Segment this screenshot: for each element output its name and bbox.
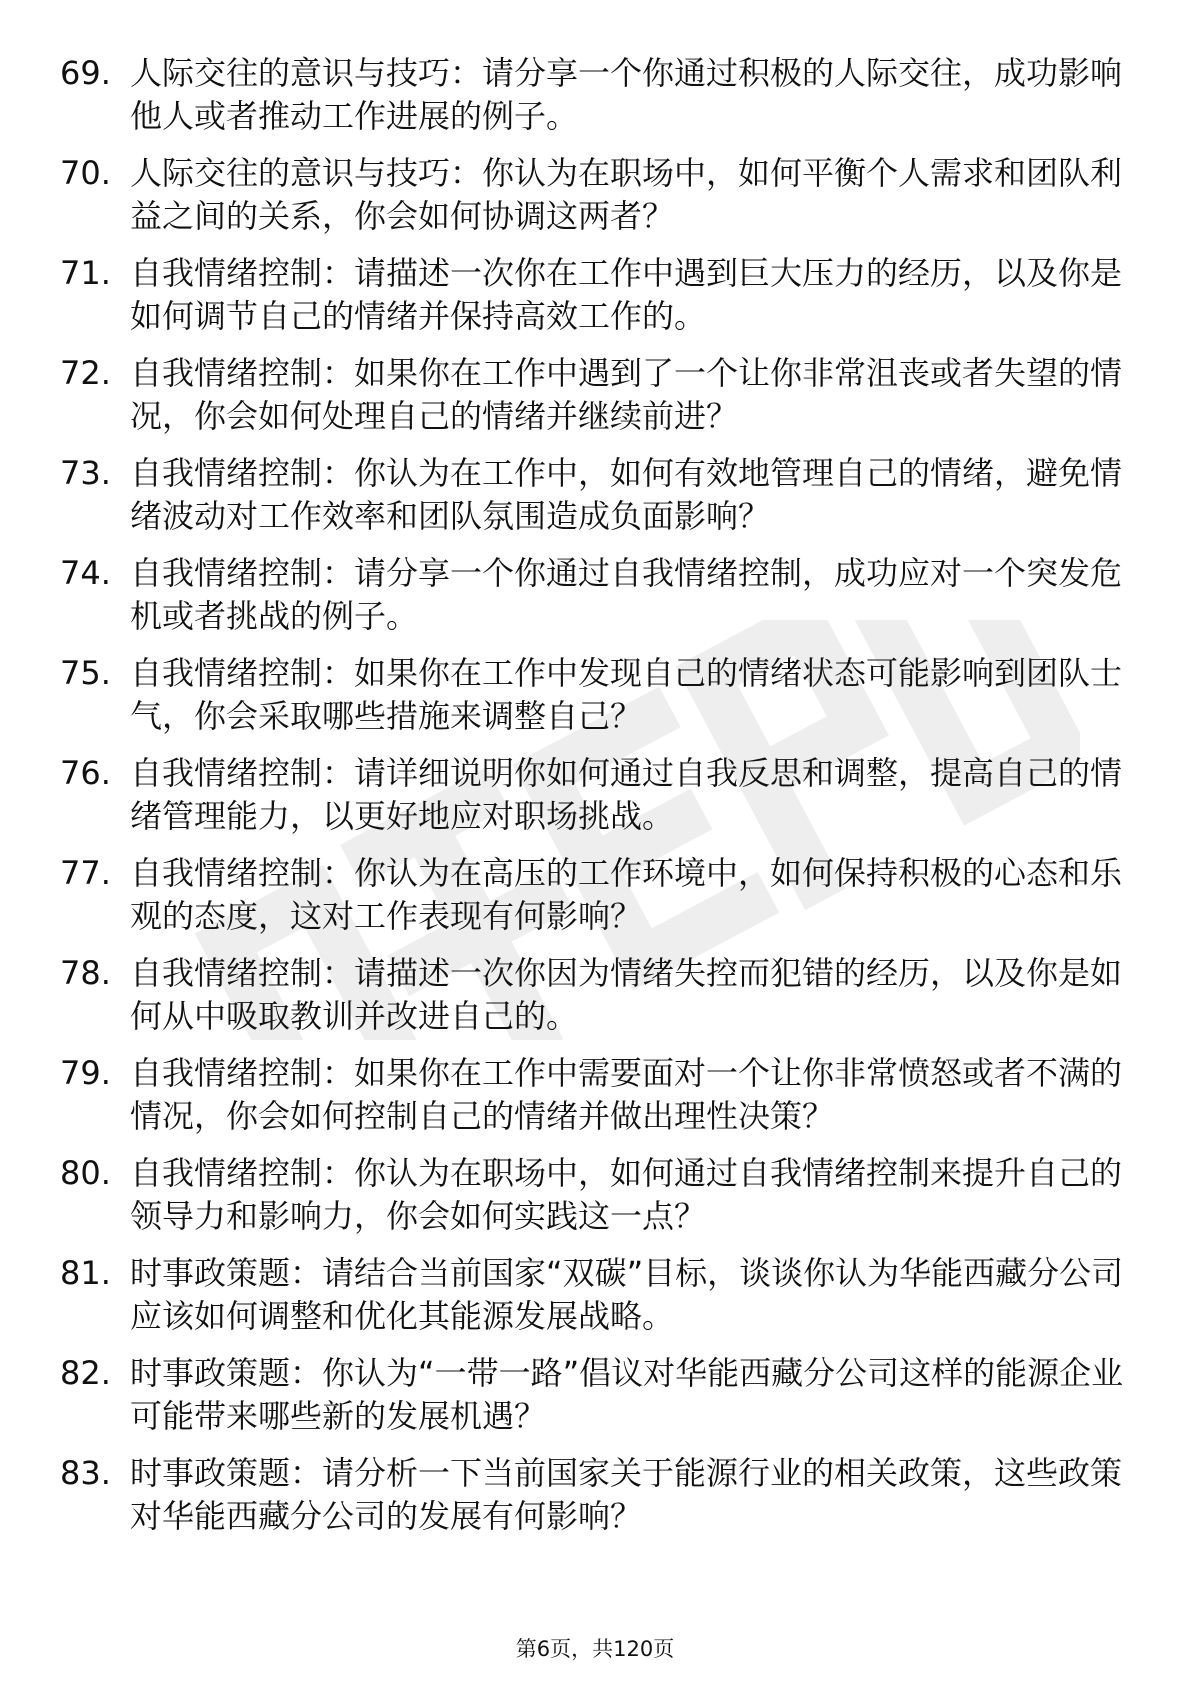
question-number: 77. xyxy=(60,854,111,892)
question-number: 73. xyxy=(60,454,111,492)
page-footer: 第6页，共120页 xyxy=(515,1637,675,1661)
question-item xyxy=(60,852,1130,938)
question-text: 自我情绪控制：如果你在工作中遇到了一个让你非常沮丧或者失望的情况，你会如何处理自己的情绪并继续前进？ xyxy=(130,354,1123,435)
question-number: 83. xyxy=(60,1454,111,1492)
question-text: 自我情绪控制：请描述一次你因为情绪失控而犯错的经历，以及你是如何从中吸取教训并改进自己的。 xyxy=(130,954,1123,1035)
question-text: 人际交往的意识与技巧：你认为在职场中，如何平衡个人需求和团队利益之间的关系，你会如何协调这两者？ xyxy=(130,154,1123,235)
question-number: 78. xyxy=(60,954,111,992)
question-text: 时事政策题：你认为“一带一路”倡议对华能西藏分公司这样的能源企业可能带来哪些新的发展机遇？ xyxy=(130,1354,1124,1435)
question-number: 81. xyxy=(60,1254,111,1292)
question-number: 72. xyxy=(60,354,111,392)
question-item xyxy=(60,1152,1130,1238)
question-text: 自我情绪控制：请描述一次你在工作中遇到巨大压力的经历，以及你是如何调节自己的情绪并保持高效工作的。 xyxy=(130,254,1123,335)
question-number: 75. xyxy=(60,654,111,692)
question-list xyxy=(60,52,1130,1552)
question-text: 时事政策题：请分析一下当前国家关于能源行业的相关政策，这些政策对华能西藏分公司的发展有何影响？ xyxy=(130,1454,1123,1535)
question-item xyxy=(60,752,1130,838)
question-item xyxy=(60,952,1130,1038)
question-text: 时事政策题：请结合当前国家“双碳”目标，谈谈你认为华能西藏分公司应该如何调整和优化其能源发展战略。 xyxy=(130,1254,1124,1335)
question-item xyxy=(60,452,1130,538)
question-number: 79. xyxy=(60,1054,111,1092)
question-text: 自我情绪控制：如果你在工作中需要面对一个让你非常愤怒或者不满的情况，你会如何控制自己的情绪并做出理性决策？ xyxy=(130,1054,1123,1135)
question-number: 74. xyxy=(60,554,111,592)
question-item xyxy=(60,1452,1130,1538)
question-item xyxy=(60,1052,1130,1138)
question-number: 76. xyxy=(60,754,111,792)
question-number: 70. xyxy=(60,154,111,192)
question-item xyxy=(60,652,1130,738)
question-item xyxy=(60,352,1130,438)
question-number: 71. xyxy=(60,254,111,292)
question-text: 自我情绪控制：如果你在工作中发现自己的情绪状态可能影响到团队士气，你会采取哪些措施来调整自己？ xyxy=(130,654,1123,735)
question-text: 自我情绪控制：你认为在高压的工作环境中，如何保持积极的心态和乐观的态度，这对工作表现有何影响？ xyxy=(130,854,1123,935)
question-text: 自我情绪控制：请分享一个你通过自我情绪控制，成功应对一个突发危机或者挑战的例子。 xyxy=(130,554,1123,635)
question-text: 自我情绪控制：请详细说明你如何通过自我反思和调整，提高自己的情绪管理能力，以更好地应对职场挑战。 xyxy=(130,754,1123,835)
question-item xyxy=(60,1352,1130,1438)
question-item xyxy=(60,1252,1130,1338)
question-number: 80. xyxy=(60,1154,111,1192)
question-item xyxy=(60,552,1130,638)
question-text: 自我情绪控制：你认为在职场中，如何通过自我情绪控制来提升自己的领导力和影响力，你会如何实践这一点？ xyxy=(130,1154,1123,1235)
question-item xyxy=(60,152,1130,238)
question-number: 69. xyxy=(60,54,111,92)
question-text: 人际交往的意识与技巧：请分享一个你通过积极的人际交往，成功影响他人或者推动工作进展的例子。 xyxy=(130,54,1123,135)
question-number: 82. xyxy=(60,1354,111,1392)
question-text: 自我情绪控制：你认为在工作中，如何有效地管理自己的情绪，避免情绪波动对工作效率和团队氛围造成负面影响？ xyxy=(130,454,1123,535)
question-item xyxy=(60,252,1130,338)
question-item xyxy=(60,52,1130,138)
